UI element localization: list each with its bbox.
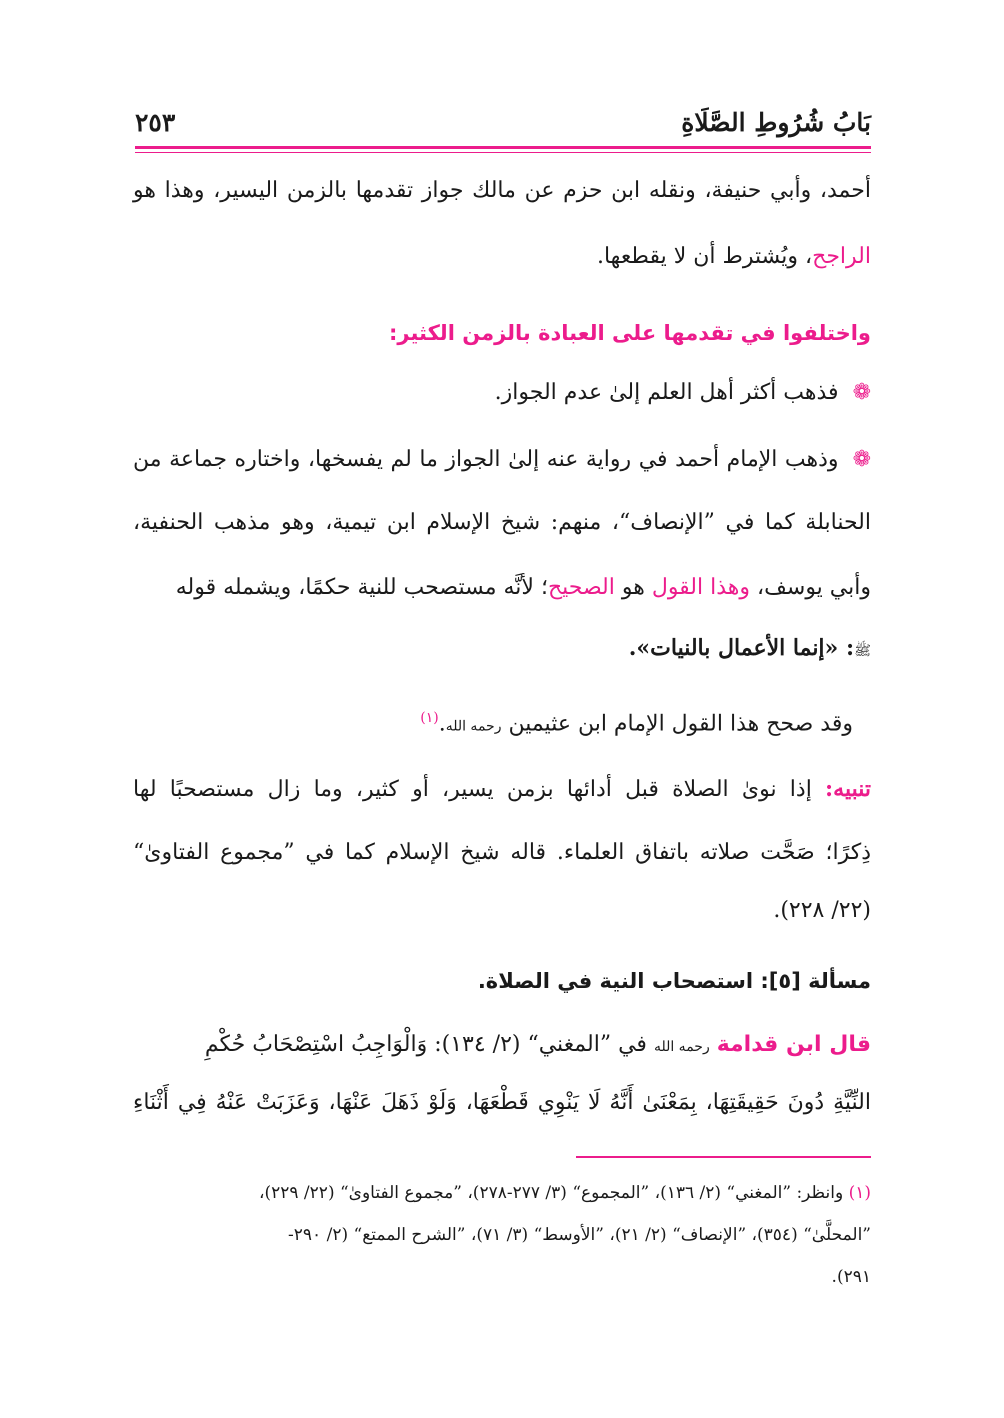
note-label: تنبيه: bbox=[825, 776, 871, 802]
header-rule-thin bbox=[135, 152, 871, 153]
bullet-item bbox=[133, 445, 871, 475]
paragraph-line bbox=[133, 774, 871, 805]
text-span: وأبي يوسف، bbox=[750, 575, 871, 600]
text-span: إذا نوىٰ الصلاة قبل أدائها بزمن يسير، أو كثير، وما زال مستصحبًا لها bbox=[133, 777, 826, 802]
footnote-marker[interactable]: (١) bbox=[420, 710, 439, 726]
paragraph-line: وقد صحح هذا القول الإمام ابن عثيمين رحمه الله.$^{(١)}$ bbox=[420, 710, 853, 737]
footnote-text: وانظر: ”المغني“ (٢/ ١٣٦)، ”المجموع“ (٣/ ٢٧٧-٢٧٨)، ”مجموع الفتاوىٰ“ (٢٢/ ٢٢٩)، bbox=[259, 1183, 849, 1203]
honorific-glyph: ﷺ bbox=[854, 643, 871, 659]
issue-heading bbox=[133, 966, 871, 996]
flower-bullet-icon: ❁ bbox=[852, 380, 871, 405]
footnote-line bbox=[133, 1180, 871, 1206]
flower-bullet-icon: ❁ bbox=[852, 447, 871, 472]
honorific-glyph: رحمه الله bbox=[653, 1039, 710, 1055]
text-span: وقد صحح هذا القول الإمام ابن عثيمين bbox=[501, 711, 853, 737]
text-span: هو bbox=[614, 575, 652, 600]
footnote-rule bbox=[576, 1156, 871, 1158]
paragraph-line bbox=[133, 633, 871, 666]
text-span: ، ويُشترط أن لا يقطعها. bbox=[596, 244, 813, 269]
running-header bbox=[135, 108, 871, 144]
section-subheading: واختلفوا في تقدمها على العبادة بالزمن الكثير: bbox=[388, 321, 871, 345]
issue-title: استصحاب النية في الصلاة. bbox=[477, 969, 761, 993]
paragraph-line bbox=[133, 242, 871, 272]
paragraph-line: النِّيَّةِ دُونَ حَقِيقَتِهَا، بِمَعْنَىٰ أَنَّهُ لَا يَنْوِي قَطْعَهَا، وَلَوْ ذَهَلَ عَنْهَا، وَعَزَبَتْ عَنْهُ فِي أَثْنَاءِ bbox=[133, 1090, 871, 1115]
quoted-author: قال ابن قدامة bbox=[716, 1032, 871, 1057]
bullet-item bbox=[133, 378, 871, 408]
honorific-glyph: رحمه الله bbox=[445, 718, 502, 735]
text-span: ؛ لأنَّه مستصحب للنية حكمًا، ويشمله قوله bbox=[175, 575, 548, 600]
paragraph-line: الحنابلة كما في ”الإنصاف“، منهم: شيخ الإسلام ابن تيمية، وهو مذهب الحنفية، bbox=[133, 510, 871, 535]
bullet-text: فذهب أكثر أهل العلم إلىٰ عدم الجواز. bbox=[494, 380, 839, 405]
header-rule-thick bbox=[135, 146, 871, 149]
paragraph-line: ذِكرًا؛ صَحَّت صلاته باتفاق العلماء. قاله شيخ الإسلام كما في ”مجموع الفتاوىٰ“ bbox=[133, 840, 871, 865]
hadith-quote: : «إنما الأعمال بالنيات». bbox=[628, 635, 855, 661]
footnote-line: ٢٩١). bbox=[831, 1267, 871, 1287]
paragraph-line bbox=[133, 1030, 871, 1062]
paragraph-line: (٢٢/ ٢٢٨). bbox=[773, 898, 871, 923]
footnote-line: ”المحلَّىٰ“ (٣٥٤)، ”الإنصاف“ (٢/ ٢١)، ”الأوسط“ (٣/ ٧١)، ”الشرح الممتع“ (٢/ ٢٩٠- bbox=[288, 1225, 871, 1245]
footnote-number: (١) bbox=[848, 1183, 871, 1203]
highlight-term: الصحيح bbox=[547, 575, 615, 600]
paragraph-line: أحمد، وأبي حنيفة، ونقله ابن حزم عن مالك جواز تقدمها بالزمن اليسير، وهذا هو bbox=[133, 178, 871, 203]
chapter-title: بَابُ شُرُوطِ الصَّلَاةِ bbox=[681, 108, 871, 137]
text-span: في ”المغني“ (٢/ ١٣٤): وَالْوَاجِبُ اسْتِصْحَابُ حُكْمِ bbox=[204, 1032, 654, 1057]
page-number: ٢٥٣ bbox=[135, 108, 176, 137]
bullet-text: وذهب الإمام أحمد في رواية عنه إلىٰ الجواز ما لم يفسخها، واختاره جماعة من bbox=[133, 447, 839, 472]
paragraph-line bbox=[133, 573, 871, 603]
highlight-term: الراجح bbox=[812, 244, 871, 269]
issue-label: مسألة [٥]: bbox=[760, 969, 871, 993]
highlight-term: وهذا القول bbox=[651, 575, 751, 600]
